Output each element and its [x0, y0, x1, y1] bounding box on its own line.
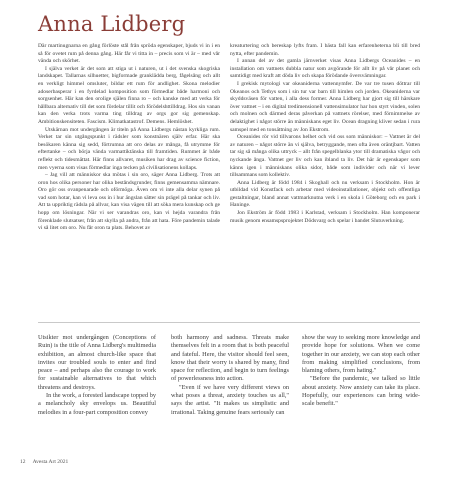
paragraph: – Jag vill att människor ska mötas i sin oro, säger Anna Lidberg. Trots att oron hos olika personer har olika beståndsgrunder, finns gemensamma nämnare. Oro gör oss ovanpenarade och oförmöga. Även om vi inte alla delar synen på vad som hotar, kan vi leva oss in i hur ängslan sätter sin prägel på tankar och liv. Att ta uppriktig rädsla på allvar, kan visa vägen till att söka mera kunskap och ge hopp om lösningar. När vi ser varandras oro, kan vi hejda varandra från förenklade slutsatser, från att skylla på andra, från att hata. Före pandemin talade vi så litet om oro. Nu får oron ta plats. Behovet av [38, 172, 220, 232]
english-column-2 [171, 334, 289, 417]
page-number: 12 [20, 459, 26, 465]
paragraph: "Before the pandemic, we talked so little about anxiety. Now anxiety can take its place. Hopefully, our experiences can bring wide-scale benefit." [302, 375, 420, 408]
paragraph: I själva verket är det som att stiga ut i naturen, ut i det svenska skogriska landskapet. Tallarnas silhuetter, bigformade granklädda berg, fågelsång och allt en verkligt himmel omsluter, bildar ett rum för andlighet. Skona melodier adoserbasperar i en fyrdelad komposition som förmedlar både harmoni och sorgsenhet. Här kan den orolige själen finna ro – och kanske med att verka för hållbara alternativ till det som fördelar tillit och förödelshttilldrag. Hos sin vanan kan den verka trots varma ting tilldrag av orgs gor sig gemenskap. Ambitionskensiteten. Fascism. Klimatkatastrof. Demens. Hemlöshet. [38, 65, 220, 125]
paragraph: I grekisk mytologi var okeaniderna vattennymfer. De var tre tusen döttrar till Okeanos och Tethys som i sin tur var barn till himlen och jorden. Okeaniderna var skyddsväsen för vatten, i alla dess former. Anna Lidberg har gjort sig till härskare över vattnet – i en digital tredimensionell vattensimulator har hon styrt vinden, solen och molnen och därmed deras påverkan på vattnets rörelser, med förnimmelse av delaktighet i något större än människans eget liv. Ocean dragning kliver sedan i rura samspel med en tonsättning av Jon Ekstrom. [230, 80, 420, 133]
paragraph: both harmony and sadness. Threats make themselves felt in a room that is both peaceful and fateful. Here, the visitor should feel seen, know that their worry is shared by many, find space for reflection, and begin to turn feelings of powerlessness into action. [171, 334, 289, 383]
swedish-column-1 [38, 43, 220, 313]
paragraph: Utsikter mot undergången (Conceptions of Ruin) is the title of Anna Lidberg's multimedia exhibition, an almost church-like space that invites our troubled souls to enter and find peace – and perhaps also the courage to work for sustainable alternatives to that which threatens and destroys. [38, 334, 156, 391]
paragraph: "Even if we have very different views on what poses a threat, anxiety touches us all," says the artist. "It makes us simplistic and irrational. Taking genuine fears seriously can [171, 383, 289, 416]
paragraph: I annan del av det gamla järnverket visas Anna Lidbergs Oceanides – en installation om vattnets dubbla natur som avgörande för allt liv på vår planet och samtidigt med kraft att döda liv och skapa förödande översvämningar. [230, 58, 420, 80]
paragraph: Oceanides rör vid tillvarons helhet och vid oss som människor: – Vattnet är del av naturen – något större än vi själva, betryggande, men ofta även oräntjbart. Vatten tar sig så många olika uttryck – allt från spegelblanka ytor till dramatiska vågor och nyckande ånga. Vattnet ger liv och kan ibland ta liv. Det här är egenskaper som känns igen i människans olika sidor, både som individer och när vi lever tillsammans som kollektiv. [230, 134, 420, 179]
paragraph: kreaturtering och bereskap lyfts fram. I bästa fall kan erfarenheterna bli till bred nytta, efter pandemin. [230, 43, 420, 57]
paragraph: Jon Ekström är född 1983 i Karlstad, verksam i Stockholm. Han komponerar musik genom ensamspsprojektet Dödsvarg och spelar i bandet Slutuverkning. [230, 210, 420, 224]
english-column-1 [38, 334, 156, 417]
paragraph: In the work, a forested landscape topped by a melancholy sky envelops us. Beautiful melodies in a four-part composition convey [38, 392, 156, 416]
swedish-column-2 [230, 43, 420, 224]
publication-name: Avesta Art 2021 [32, 459, 69, 465]
page-footer [20, 459, 74, 465]
paragraph: show the way to seeking more knowledge and provide hope for solutions. When we come together in our anxiety, we can stop each other from making simplified conclusions, from blaming others, from hating." [302, 334, 420, 375]
paragraph: Anna Lidberg är född 1984 i Skoghall och nu verksam i Stockholm. Hon är utbildad vid Konstfack och arbetar med videoinstallationer, objekt och offentliga gestaltningar, bland annat vattmarknutna verk i en skola i Göteborg och en park i Haninge. [230, 179, 420, 209]
paragraph: Där martinugnarna en gång förlöste stål från spröda egenskaper, bjuds vi in i en så för ovetet rum på denna gång. Här får vi titta in – precis som vi är – med vår vända och skörhet. [38, 43, 220, 65]
section-divider [38, 322, 420, 323]
page-title: Anna Lidberg [38, 12, 186, 36]
english-column-3 [302, 334, 420, 409]
paragraph: Utskärnan mot undergången är titeln på Anna Lidbergs nästan kyrkliga rum. Verket tar sin utgångspunkt i rädsler som konstnären själv erfar. Här ska besökaren känna sig sedd, förtrumna att oro delas av många, få utrymme för eftertanke – och börja vända varmattiktänska till framtiden. Rummet är både reflekt och tidesmättat. Här finns allvaret, musiken har drag av science fiction, men vyerna som visas förmedlar inga tecken på civilisationens kollaps. [38, 126, 220, 171]
